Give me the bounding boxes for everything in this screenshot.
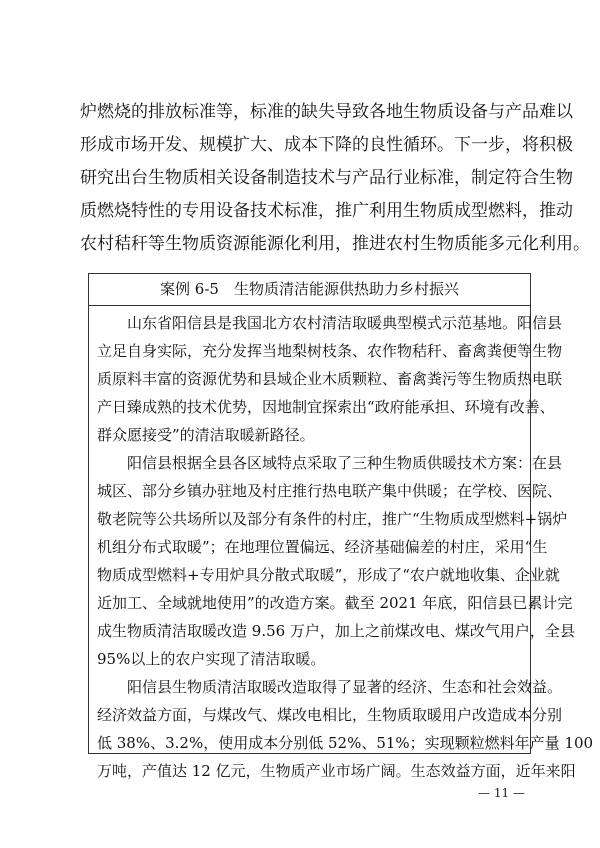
case-line: 物质成型燃料+专用炉具分散式取暖”，形成了“农户就地收集、企业就 xyxy=(97,566,560,584)
case-line: 近加工、全域就地使用”的改造方案。截至 2021 年底，阳信县已累计完 xyxy=(97,594,573,612)
intro-line: 形成市场开发、规模扩大、成本下降的良性循环。下一步，将积极 xyxy=(80,135,573,155)
case-line: 低 38%、3.2%，使用成本分别低 52%、51%；实现颗粒燃料年产量 100 xyxy=(97,734,594,752)
case-line: 城区、部分乡镇办驻地及村庄推行热电联产集中供暖；在学校、医院、 xyxy=(97,482,563,500)
case-line: 经济效益方面，与煤改气、煤改电相比，生物质取暖用户改造成本分别 xyxy=(97,706,563,724)
intro-line: 炉燃烧的排放标准等，标准的缺失导致各地生物质设备与产品难以 xyxy=(80,102,573,122)
case-line: 万吨，产值达 12 亿元，生物质产业市场广阔。生态效益方面，近年来阳 xyxy=(97,762,576,780)
case-line: 95%以上的农户实现了清洁取暖。 xyxy=(97,650,326,668)
case-study-box xyxy=(88,273,594,780)
case-line: 山东省阳信县是我国北方农村清洁取暖典型模式示范基地。阳信县 xyxy=(97,314,563,332)
case-study-body xyxy=(89,306,594,785)
case-line: 质原料丰富的资源优势和县域企业木质颗粒、畜禽粪污等生物质热电联 xyxy=(97,370,563,388)
case-line: 成生物质清洁取暖改造 9.56 万户，加上之前煤改电、煤改气用户，全县 xyxy=(97,622,575,640)
intro-line: 农村秸秆等生物质资源能源化利用，推进农村生物质能多元化利用。 xyxy=(80,234,590,254)
case-line: 阳信县生物质清洁取暖改造取得了显著的经济、生态和社会效益。 xyxy=(97,678,563,696)
intro-line: 研究出台生物质相关设备制造技术与产品行业标准，制定符合生物 xyxy=(80,168,573,188)
case-line: 机组分布式取暖”；在地理位置偏远、经济基础偏差的村庄，采用“生 xyxy=(97,538,548,556)
case-line: 群众愿接受”的清洁取暖新路径。 xyxy=(97,426,315,444)
intro-paragraph xyxy=(80,96,590,261)
case-study-title: 案例 6-5 生物质清洁能源供热助力乡村振兴 xyxy=(89,274,530,306)
case-line: 产日臻成熟的技术优势，因地制宜探索出“政府能承担、环境有改善、 xyxy=(97,398,555,416)
page-number: — 11 — xyxy=(478,786,525,800)
case-line: 立足自身实际，充分发挥当地梨树枝条、农作物秸秆、畜禽粪便等生物 xyxy=(97,342,563,360)
case-line: 阳信县根据全县各区域特点采取了三种生物质供暖技术方案：在县 xyxy=(97,454,563,472)
intro-line: 质燃烧特性的专用设备技术标准，推广利用生物质成型燃料，推动 xyxy=(80,201,573,221)
case-line: 敬老院等公共场所以及部分有条件的村庄，推广“生物质成型燃料+锅炉 xyxy=(97,510,568,528)
